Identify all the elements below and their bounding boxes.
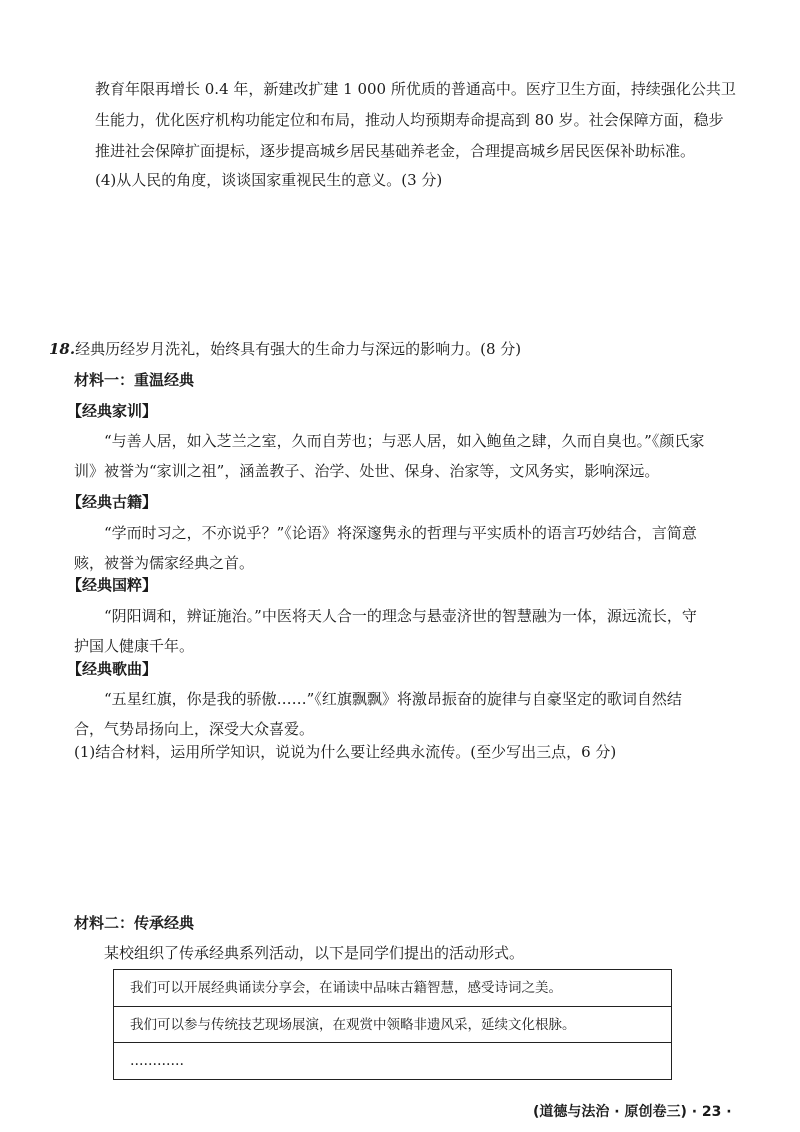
activity-row: 我们可以开展经典诵读分享会，在诵读中品味古籍智慧，感受诗词之美。 (130, 980, 562, 996)
section-text-line: “学而时习之，不亦说乎？”《论语》将深邃隽永的哲理与平实质朴的语言巧妙结合，言简意 (104, 524, 697, 542)
section-text-line: “五星红旗，你是我的骄傲……”《红旗飘飘》将激昂振奋的旋律与自豪坚定的歌词自然结 (104, 690, 682, 708)
section-heading: 【经典国粹】 (67, 576, 158, 594)
section-text-line: 赅，被誉为儒家经典之首。 (74, 554, 255, 572)
material-2-title: 材料二：传承经典 (74, 914, 195, 932)
paragraph-line: 生能力，优化医疗机构功能定位和布局，推动人均预期寿命提高到 80 岁。社会保障方面，稳步 (95, 111, 724, 129)
section-text-line: 合，气势昂扬向上，深受大众喜爱。 (74, 720, 315, 738)
question-18-stem (49, 339, 521, 359)
question-18-1: (1)结合材料，运用所学知识，说说为什么要让经典永流传。(至少写出三点，6 分) (74, 743, 617, 761)
question-stem-text: 经典历经岁月洗礼，始终具有强大的生命力与深远的影响力。(8 分) (75, 340, 522, 358)
page-footer: (道德与法治 · 原创卷三) · 23 · (533, 1104, 732, 1120)
section-text-line: 训》被誉为“家训之祖”，涵盖教子、治学、处世、保身、治家等，文风务实，影响深远。 (74, 462, 660, 480)
section-heading: 【经典古籍】 (67, 493, 158, 511)
activity-table (113, 969, 672, 1080)
question-number: 18. (49, 340, 76, 358)
activity-row: 我们可以参与传统技艺现场展演，在观赏中领略非遗风采，延续文化根脉。 (114, 1006, 671, 1043)
activity-row: ………… (114, 1042, 671, 1080)
section-text-line: 护国人健康千年。 (74, 637, 195, 655)
section-text-line: “阴阳调和，辨证施治。”中医将天人合一的理念与悬壶济世的智慧融为一体，源远流长，守 (104, 607, 697, 625)
material-2-intro: 某校组织了传承经典系列活动，以下是同学们提出的活动形式。 (104, 944, 525, 962)
section-heading: 【经典家训】 (67, 402, 158, 420)
question-17-4: (4)从人民的角度，谈谈国家重视民生的意义。(3 分) (95, 171, 443, 189)
section-text-line: “与善人居，如入芝兰之室，久而自芳也；与恶人居，如入鲍鱼之肆，久而自臭也。”《颜氏家 (104, 432, 705, 450)
paragraph-line: 推进社会保障扩面提标，逐步提高城乡居民基础养老金，合理提高城乡居民医保补助标准。 (95, 142, 696, 160)
section-heading: 【经典歌曲】 (67, 660, 158, 678)
material-1-title: 材料一：重温经典 (74, 371, 195, 389)
paragraph-line: 教育年限再增长 0.4 年，新建改扩建 1 000 所优质的普通高中。医疗卫生方面，持续强化公共卫 (95, 80, 736, 98)
